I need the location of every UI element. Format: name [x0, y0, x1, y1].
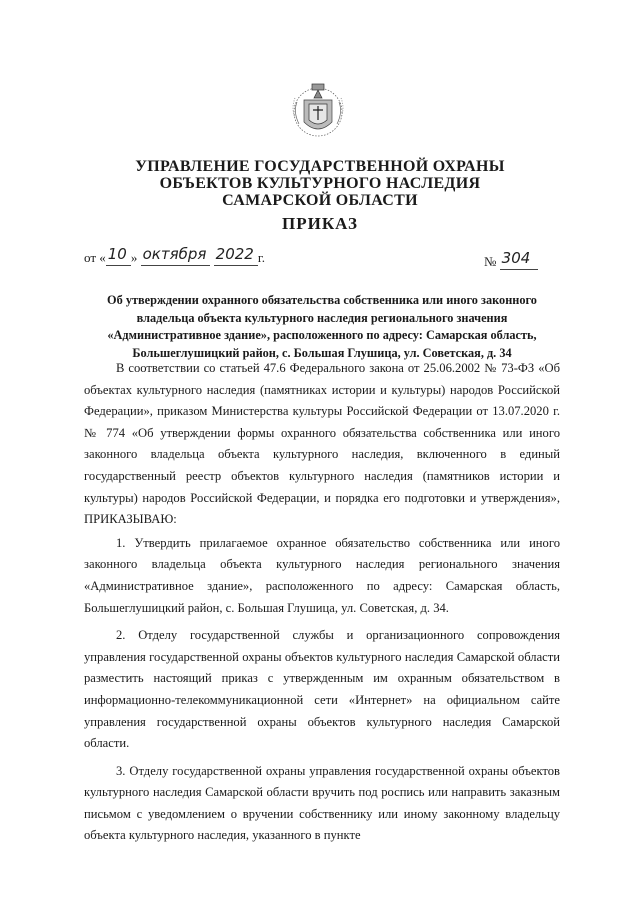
date-month: октября	[142, 245, 207, 263]
org-line: ОБЪЕКТОВ КУЛЬТУРНОГО НАСЛЕДИЯ	[159, 175, 481, 192]
clause-1-paragraph: 1. Утвердить прилагаемое охранное обязательство собственника или иного законного владельца объекта культурного наследия регионального значения «Административное здание», расположенного по адресу: Самарская область, Большеглушицкий район, с. Большая Глушица, ул. Советская, д. 34.	[84, 535, 560, 615]
organization-name	[120, 158, 520, 209]
order-date	[84, 245, 265, 266]
preamble-paragraph: В соответствии со статьей 47.6 Федерального закона от 25.06.2002 № 73-ФЗ «Об объектах культурного наследия (памятниках истории и культуры) народов Российской Федерации», приказом Министерства культуры Российской Федерации от 13.07.2020 г. № 774 «Об утверждении формы охранного обязательства собственника или иного законного владельца объекта культурного наследия, включенного в единый государственный реестр объектов культурного наследия (памятников истории и культуры) народов Российской Федерации, и порядка его подготовки и утверждения», ПРИКАЗЫВАЮ:	[84, 361, 560, 527]
order-body	[84, 358, 560, 849]
document-type-title: ПРИКАЗ	[282, 214, 358, 233]
date-year: 2022	[215, 245, 254, 263]
order-subject	[84, 292, 560, 362]
subject-line: «Административное здание», расположенного по адресу: Самарская область,	[107, 328, 537, 342]
subject-line: владельца объекта культурного наследия регионального значения	[136, 310, 508, 325]
subject-line: Об утверждении охранного обязательства собственника или иного законного	[107, 293, 537, 307]
date-prefix: от «	[84, 250, 106, 265]
number-value: 304	[501, 249, 531, 267]
order-number	[484, 249, 538, 270]
clause-3-paragraph: 3. Отделу государственной охраны управления государственной охраны объектов культурного наследия Самарской области вручить под роспись или направить заказным письмом с уведомлением о вручении собственнику или иному законному владельцу объекта культурного наследия, указанного в пункте	[84, 763, 560, 843]
subject-line: Большеглушицкий район, с. Большая Глушица, ул. Советская, д. 34	[132, 345, 512, 360]
coat-of-arms-emblem	[287, 72, 349, 146]
org-line: УПРАВЛЕНИЕ ГОСУДАРСТВЕННОЙ ОХРАНЫ	[135, 158, 505, 175]
clause-2-paragraph: 2. Отделу государственной службы и организационного сопровождения управления государственной охраны объектов культурного наследия Самарской области разместить настоящий приказ с утвержденным им охранным обязательством в информационно-телекоммуникационной сети «Интернет» на официальном сайте управления государственной охраны объектов культурного наследия Самарской области.	[84, 628, 560, 751]
date-day: 10	[107, 245, 127, 263]
number-prefix: №	[484, 254, 497, 269]
date-mid: »	[130, 250, 138, 265]
org-line: САМАРСКОЙ ОБЛАСТИ	[222, 192, 418, 209]
date-suffix: г.	[257, 250, 265, 265]
